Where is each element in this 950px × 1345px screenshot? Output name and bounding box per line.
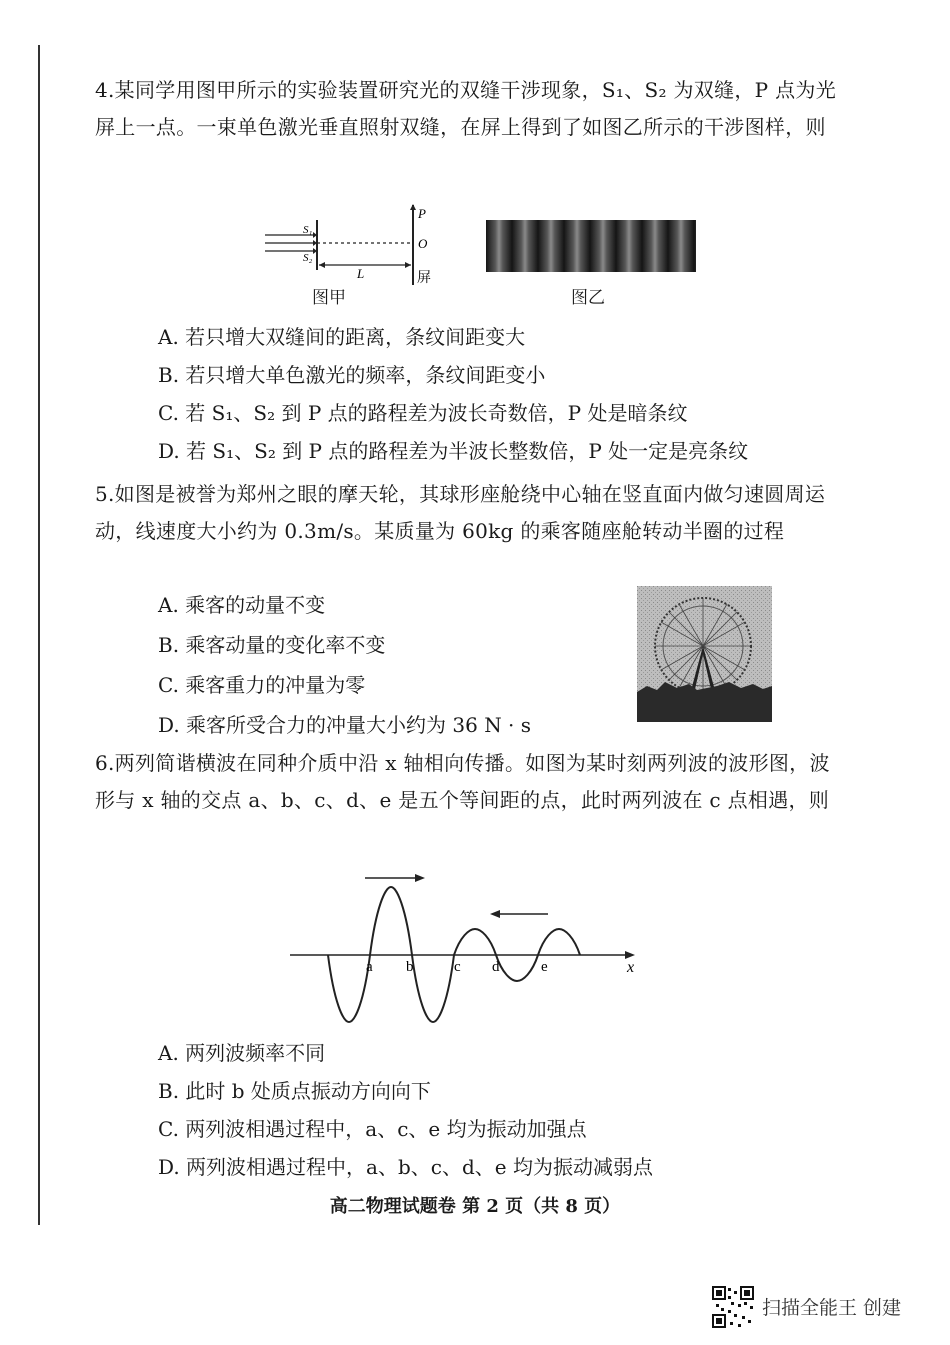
label-c: c <box>454 959 461 975</box>
label-s1: S₁ <box>303 224 313 236</box>
label-d: d <box>492 959 500 975</box>
q6-stem: 6.两列简谐横波在同种介质中沿 x 轴相向传播。如图为某时刻两列波的波形图，波形与 x 轴的交点 a、b、c、d、e 是五个等间距的点，此时两列波在 c 点相遇，则 <box>95 751 830 812</box>
ferris-wheel-photo <box>637 586 772 722</box>
q4-figure-jia <box>255 200 455 295</box>
label-l: L <box>357 266 365 281</box>
q5-stem: 5.如图是被誉为郑州之眼的摩天轮，其球形座舱绕中心轴在竖直面内做匀速圆周运动，线速度大小约为 0.3m/s。某质量为 60kg 的乘客随座舱转动半圈的过程 <box>95 482 826 543</box>
q6-option-a: A. 两列波频率不同 <box>158 1041 326 1065</box>
q4-figure-yi-fringes <box>486 220 696 272</box>
q4-option-b: B. 若只增大单色激光的频率，条纹间距变小 <box>158 363 546 387</box>
label-a: a <box>366 959 373 975</box>
caption-yi: 图乙 <box>571 288 605 308</box>
qr-code-icon <box>712 1286 754 1328</box>
label-s2: S₂ <box>303 252 313 264</box>
label-e: e <box>541 959 548 975</box>
q4-option-c: C. 若 S₁、S₂ 到 P 点的路程差为波长奇数倍，P 处是暗条纹 <box>158 401 688 425</box>
q6-wave-figure <box>290 862 650 1034</box>
q4-option-d: D. 若 S₁、S₂ 到 P 点的路程差为半波长整数倍，P 处一定是亮条纹 <box>158 439 749 463</box>
q5-option-a: A. 乘客的动量不变 <box>158 593 326 617</box>
q6-option-c: C. 两列波相遇过程中，a、c、e 均为振动加强点 <box>158 1117 587 1141</box>
q6-option-d: D. 两列波相遇过程中，a、b、c、d、e 均为振动减弱点 <box>158 1155 653 1179</box>
label-p: P <box>418 206 426 221</box>
label-screen: 屏 <box>417 270 431 286</box>
label-b: b <box>406 959 414 975</box>
q4-option-a: A. 若只增大双缝间的距离，条纹间距变大 <box>158 325 526 349</box>
q5-option-b: B. 乘客动量的变化率不变 <box>158 633 386 657</box>
caption-jia: 图甲 <box>312 288 346 308</box>
page-footer: 高二物理试题卷 第 2 页（共 8 页） <box>329 1196 621 1217</box>
q6-option-b: B. 此时 b 处质点振动方向向下 <box>158 1079 431 1103</box>
margin-line <box>38 45 40 1225</box>
q5-option-c: C. 乘客重力的冲量为零 <box>158 673 366 697</box>
scanner-watermark: 扫描全能王 创建 <box>762 1297 902 1319</box>
label-o: O <box>418 236 428 251</box>
interference-pattern <box>486 220 696 272</box>
q5-option-d: D. 乘客所受合力的冲量大小约为 36 N · s <box>158 713 532 737</box>
q4-stem: 4.某同学用图甲所示的实验装置研究光的双缝干涉现象，S₁、S₂ 为双缝，P 点为光屏上一点。一束单色激光垂直照射双缝，在屏上得到了如图乙所示的干涉图样，则 <box>95 78 836 139</box>
label-x: x <box>627 959 635 976</box>
